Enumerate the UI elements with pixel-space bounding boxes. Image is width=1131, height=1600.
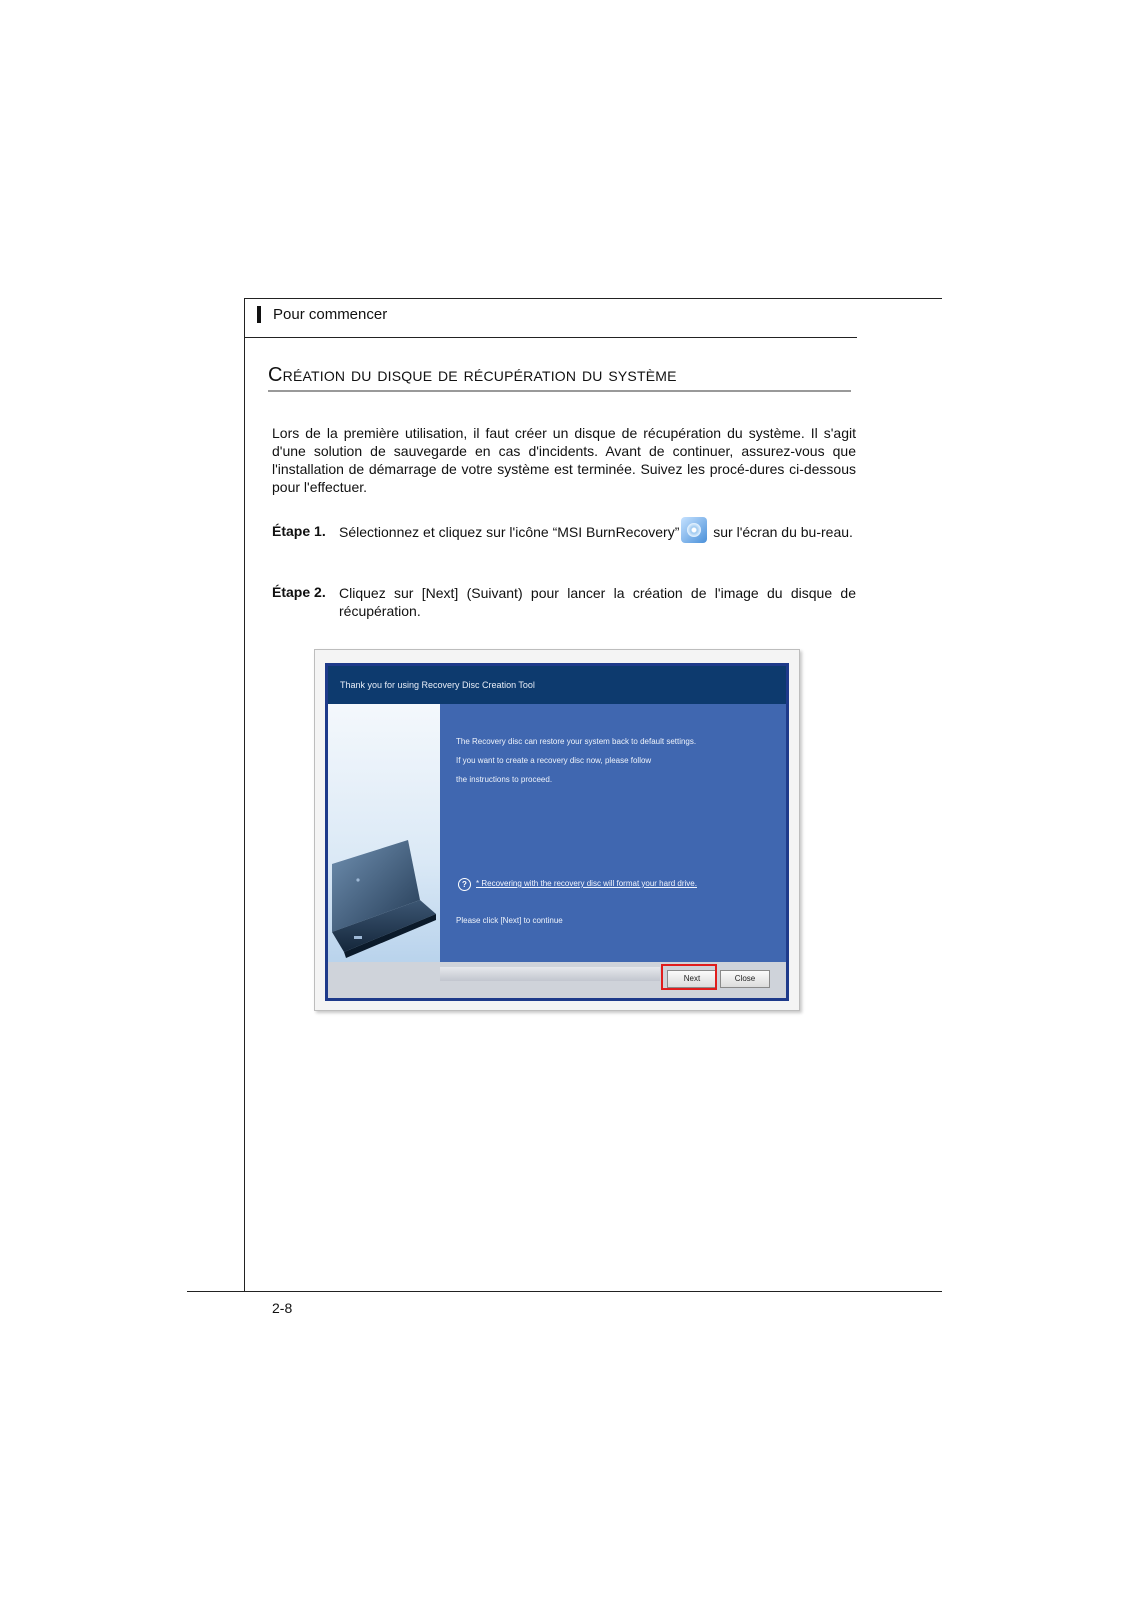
format-warning-link[interactable]: * Recovering with the recovery disc will format your hard drive. bbox=[476, 879, 697, 888]
dialog-title: Thank you for using Recovery Disc Creation Tool bbox=[328, 666, 786, 704]
section-title: Création du disque de récupération du système bbox=[268, 364, 677, 386]
page-left-rule bbox=[244, 298, 245, 1292]
title-underline bbox=[268, 390, 851, 392]
dialog-footer bbox=[328, 962, 786, 998]
page-top-rule bbox=[244, 298, 942, 299]
next-button[interactable]: Next bbox=[667, 970, 717, 988]
page-number: 2-8 bbox=[272, 1300, 293, 1316]
laptop-image bbox=[328, 704, 440, 962]
recovery-tool-screenshot bbox=[314, 649, 800, 1011]
dialog-text-line: If you want to create a recovery disc now, please follow bbox=[456, 756, 652, 765]
laptop-illustration bbox=[328, 704, 440, 962]
header-rule bbox=[244, 337, 857, 338]
question-icon: ? bbox=[458, 878, 471, 891]
dialog-body bbox=[440, 704, 786, 962]
intro-paragraph: Lors de la première utilisation, il faut créer un disque de récupération du système. Il s'agit d'une solution de sauvegarde en cas d'incidents. Avant de continuer, assurez-vous que l'installation de démarrage de votre système est terminée. Suivez les procé-dures ci-dessous pour l'effectuer. bbox=[272, 425, 856, 495]
step-2-label: Étape 2. bbox=[272, 584, 326, 600]
step-2-text: Cliquez sur [Next] (Suivant) pour lancer la création de l'image du disque de récupération. bbox=[339, 585, 856, 619]
page-bottom-rule bbox=[187, 1291, 942, 1292]
step-1-text: Sélectionnez et cliquez sur l'icône “MSI BurnRecovery” sur l'écran du bu-reau. bbox=[339, 523, 856, 543]
recovery-dialog bbox=[325, 663, 789, 1001]
progress-bar bbox=[440, 967, 660, 981]
running-header: Pour commencer bbox=[273, 306, 388, 323]
burn-recovery-icon bbox=[681, 517, 707, 543]
dialog-instruction: Please click [Next] to continue bbox=[456, 916, 563, 925]
header-marker bbox=[257, 306, 261, 323]
dialog-text-line: the instructions to proceed. bbox=[456, 775, 553, 784]
close-button[interactable]: Close bbox=[720, 970, 770, 988]
step-1-label: Étape 1. bbox=[272, 523, 326, 539]
dialog-text-line: The Recovery disc can restore your system back to default settings. bbox=[456, 737, 697, 746]
